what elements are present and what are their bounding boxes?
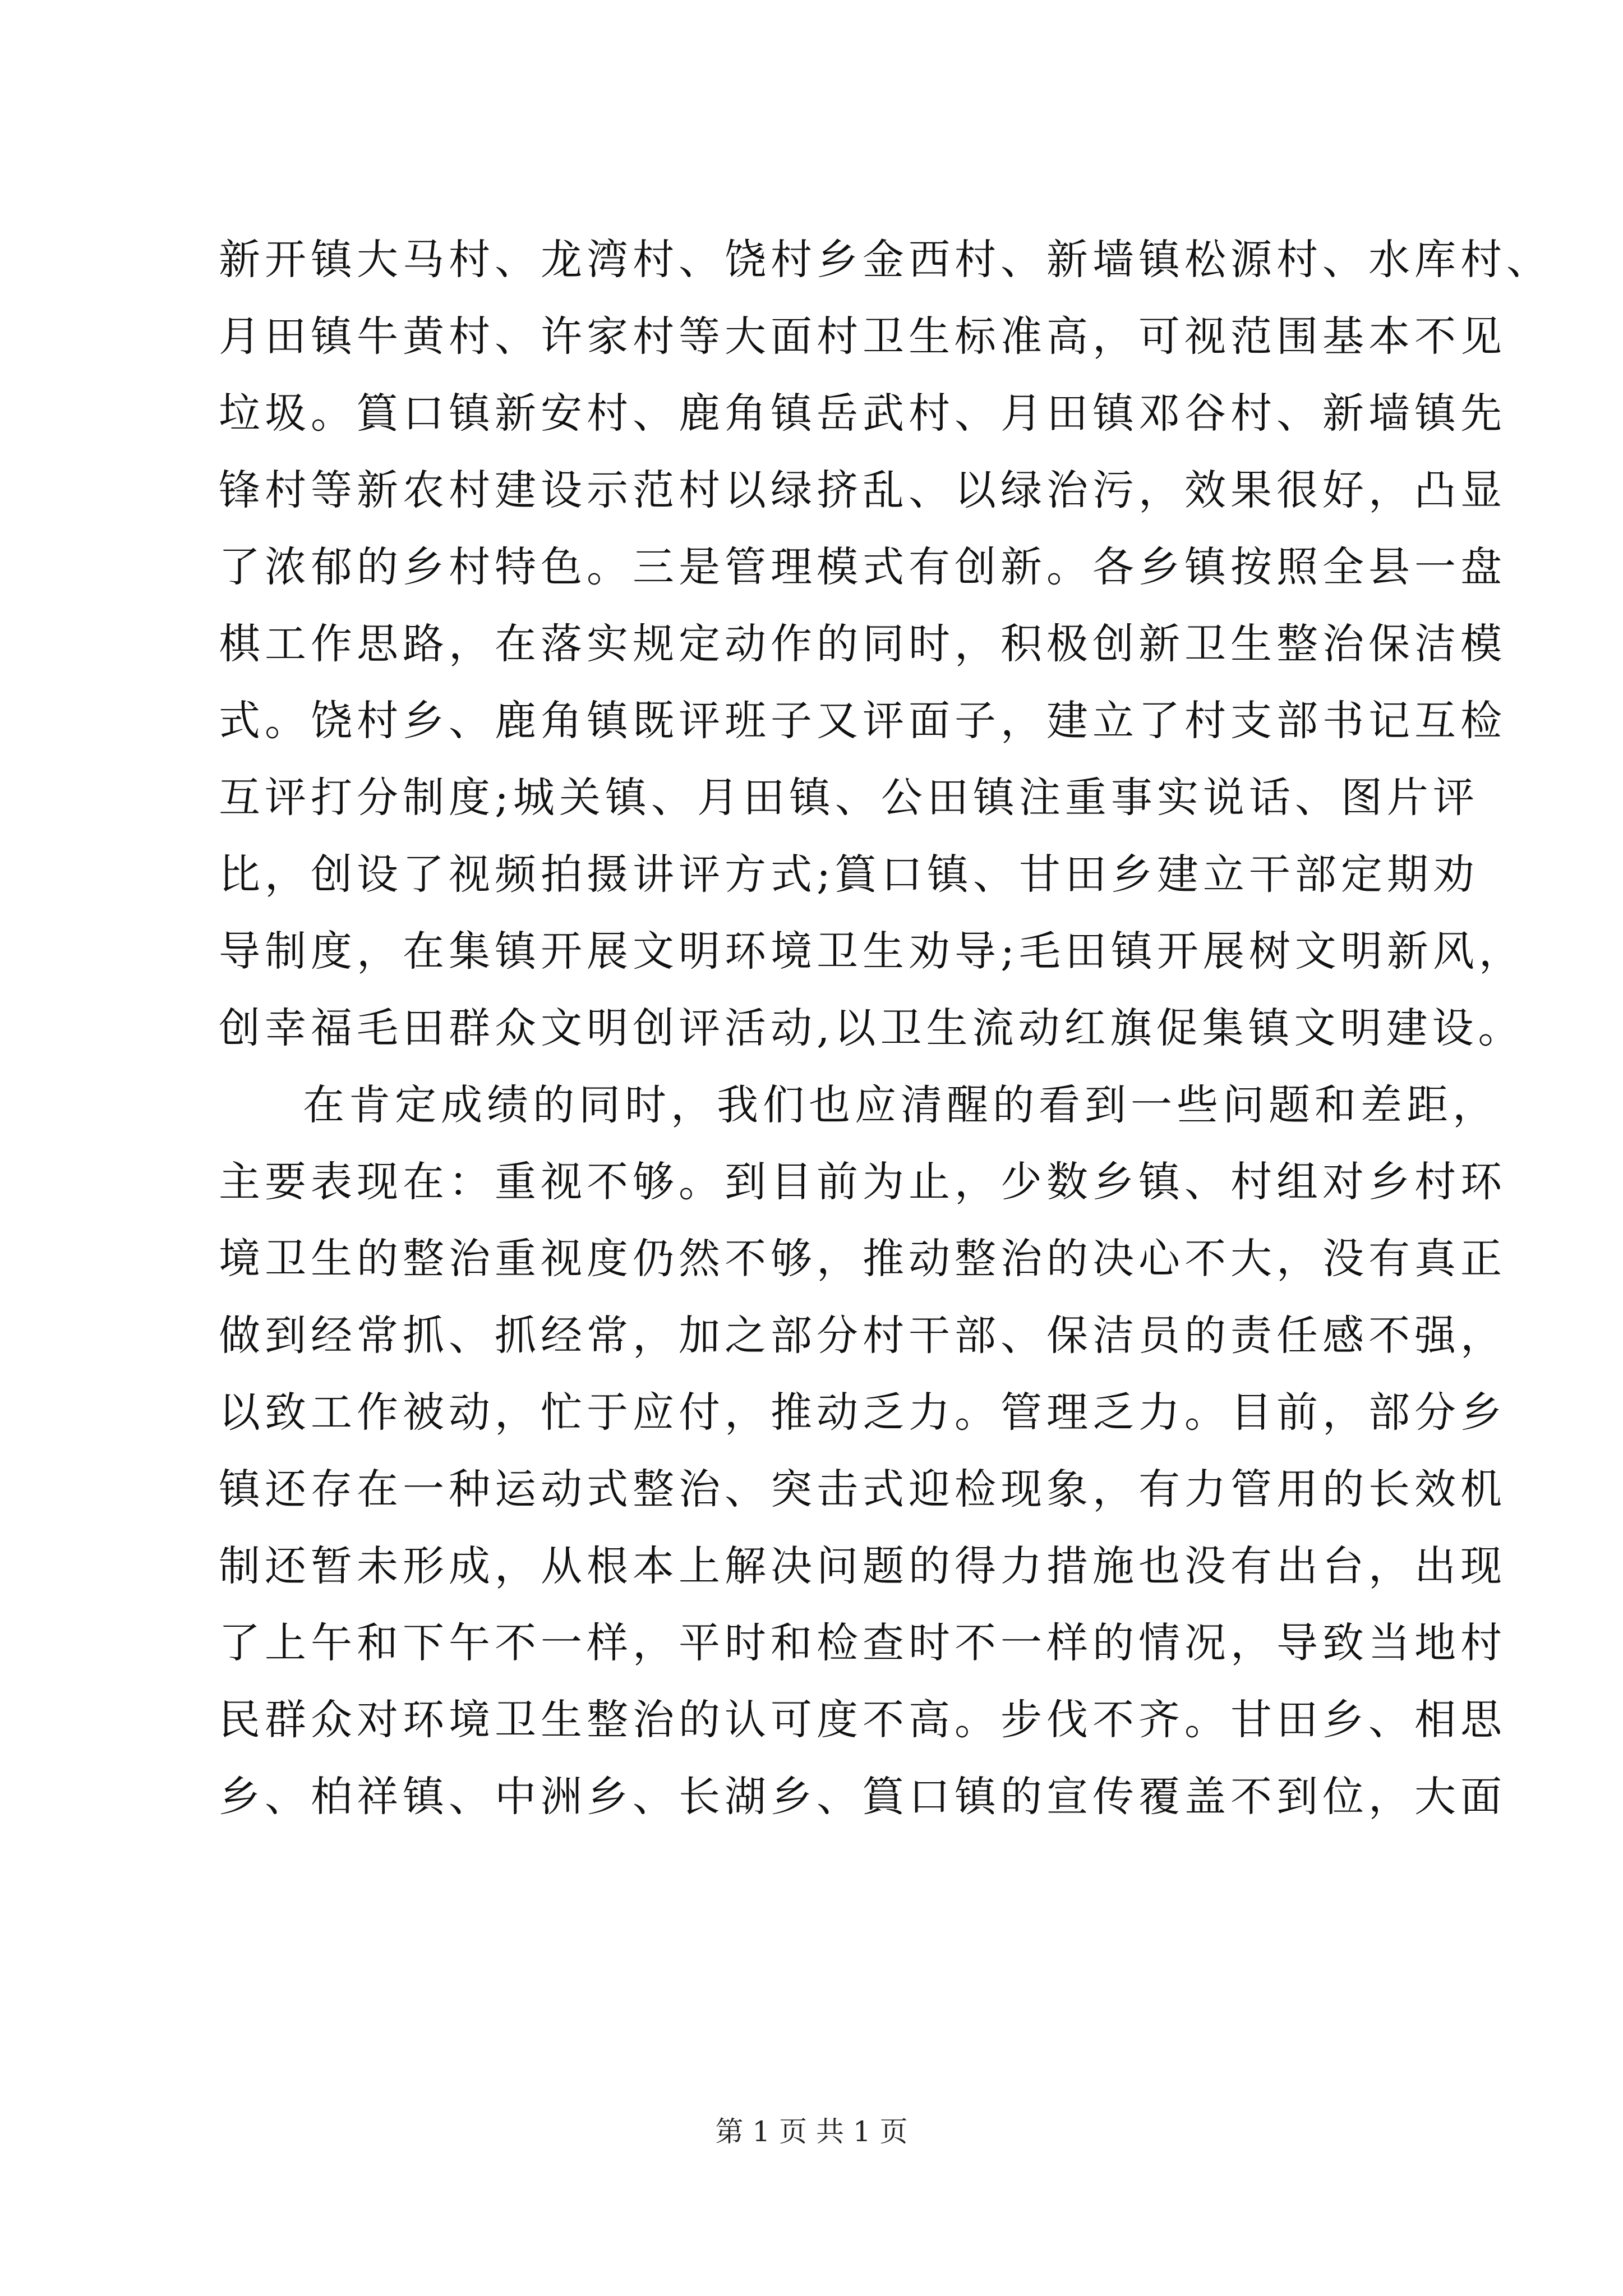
text-line: 境卫生的整治重视度仍然不够，推动整治的决心不大，没有真正 (219, 1235, 1506, 1283)
text-line: 以致工作被动，忙于应付，推动乏力。管理乏力。目前，部分乡 (219, 1388, 1506, 1437)
text-line: 互评打分制度;城关镇、月田镇、公田镇注重事实说话、图片评 (219, 774, 1479, 822)
text-line: 主要表现在：重视不够。到目前为止，少数乡镇、村组对乡村环 (219, 1158, 1506, 1206)
paragraph-start-line: 在肯定成绩的同时，我们也应清醒的看到一些问题和差距， (303, 1081, 1498, 1129)
text-line: 锋村等新农村建设示范村以绿挤乱、以绿治污，效果很好，凸显 (219, 466, 1506, 514)
text-line: 做到经常抓、抓经常，加之部分村干部、保洁员的责任感不强， (219, 1312, 1506, 1360)
text-line: 镇还存在一种运动式整治、突击式迎检现象，有力管用的长效机 (219, 1465, 1506, 1513)
text-line: 棋工作思路，在落实规定动作的同时，积极创新卫生整治保洁模 (219, 620, 1506, 668)
text-line: 导制度，在集镇开展文明环境卫生劝导;毛田镇开展树文明新风， (219, 927, 1525, 976)
page-number-label: 第 1 页 共 1 页 (715, 2115, 908, 2148)
document-body (219, 222, 1552, 1835)
text-line: 垃圾。篔口镇新安村、鹿角镇岳武村、月田镇邓谷村、新墙镇先 (219, 389, 1506, 438)
text-line: 乡、柏祥镇、中洲乡、长湖乡、篔口镇的宣传覆盖不到位，大面 (219, 1773, 1506, 1821)
text-line: 创幸福毛田群众文明创评活动,以卫生流动红旗促集镇文明建设。 (219, 1004, 1524, 1052)
page-footer (0, 2115, 1623, 2148)
text-line: 了上午和下午不一样，平时和检查时不一样的情况，导致当地村 (219, 1619, 1506, 1667)
text-line: 式。饶村乡、鹿角镇既评班子又评面子，建立了村支部书记互检 (219, 697, 1506, 745)
text-line: 民群众对环境卫生整治的认可度不高。步伐不齐。甘田乡、相思 (219, 1696, 1506, 1744)
text-line: 比，创设了视频拍摄讲评方式;篔口镇、甘田乡建立干部定期劝 (219, 850, 1479, 899)
text-line: 月田镇牛黄村、许家村等大面村卫生标准高，可视范围基本不见 (219, 312, 1506, 361)
text-line: 了浓郁的乡村特色。三是管理模式有创新。各乡镇按照全县一盘 (219, 543, 1506, 591)
text-line: 新开镇大马村、龙湾村、饶村乡金西村、新墙镇松源村、水库村、 (219, 236, 1552, 284)
text-line: 制还暂未形成，从根本上解决问题的得力措施也没有出台，出现 (219, 1542, 1506, 1590)
